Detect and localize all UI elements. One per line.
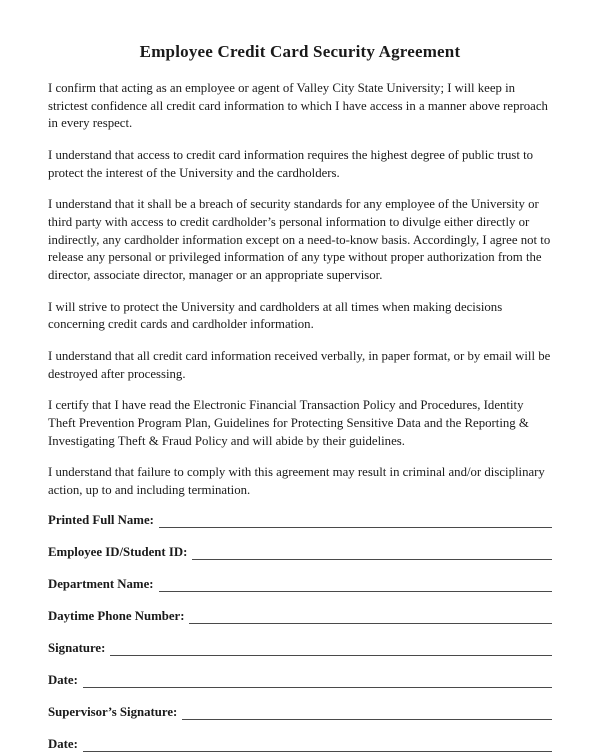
fill-line-date[interactable] (83, 674, 552, 688)
paragraph-destroy-info: I understand that all credit card information received verbally, in paper format, or by email will be destroyed after processing. (48, 348, 551, 381)
fill-line-signature[interactable] (110, 642, 552, 656)
paragraph-security-breach: I understand that it shall be a breach of security standards for any employee of the University or third party with access to credit cardholder’s personal information to divulge either directly or indirectly, any cardholder information except on a need-to-know basis. Accordingly, I agree not to release any personal or privileged information of any type without proper authorization from the director, associate director, manager or an appropriate supervisor. (48, 197, 551, 282)
field-printed-full-name (48, 513, 552, 528)
fill-line-employee-id[interactable] (192, 546, 552, 560)
field-label-employee-id: Employee ID/Student ID: (48, 545, 188, 560)
fill-line-supervisor-date[interactable] (83, 738, 552, 752)
field-daytime-phone (48, 609, 552, 624)
fill-line-supervisor-signature[interactable] (182, 706, 552, 720)
field-label-signature: Signature: (48, 641, 106, 656)
field-employee-id (48, 545, 552, 560)
paragraph-confidentiality: I confirm that acting as an employee or agent of Valley City State University; I will keep in strictest confidence all credit card information to which I have access in a manner above reproach in every respect. (48, 81, 548, 131)
paragraph-policies-certification: I certify that I have read the Electronic Financial Transaction Policy and Procedures, Identity Theft Prevention Program Plan, Guidelines for Protecting Sensitive Data and the Reporting & Investigating Theft & Fraud Policy and will abide by their guidelines. (48, 398, 529, 448)
field-supervisor-signature (48, 705, 552, 720)
field-supervisor-date (48, 737, 552, 752)
paragraph-protect-university: I will strive to protect the University and cardholders at all times when making decisions concerning credit cards and cardholder information. (48, 299, 503, 332)
fill-line-daytime-phone[interactable] (189, 610, 552, 624)
document-title: Employee Credit Card Security Agreement (139, 42, 461, 61)
field-date (48, 673, 552, 688)
fill-line-department-name[interactable] (159, 578, 552, 592)
field-label-printed-full-name: Printed Full Name: (48, 513, 154, 528)
field-label-date: Date: (48, 673, 78, 688)
fill-line-printed-full-name[interactable] (159, 514, 552, 528)
field-label-daytime-phone: Daytime Phone Number: (48, 609, 185, 624)
field-department-name (48, 577, 552, 592)
paragraph-public-trust: I understand that access to credit card information requires the highest degree of public trust to protect the interest of the University and the cardholders. (48, 147, 534, 180)
field-label-department-name: Department Name: (48, 577, 154, 592)
field-label-supervisor-date: Date: (48, 737, 78, 752)
field-signature (48, 641, 552, 656)
field-label-supervisor-signature: Supervisor’s Signature: (48, 705, 178, 720)
paragraph-failure-to-comply: I understand that failure to comply with this agreement may result in criminal and/or disciplinary action, up to and including termination. (48, 465, 545, 497)
form-fields-section (48, 513, 552, 752)
